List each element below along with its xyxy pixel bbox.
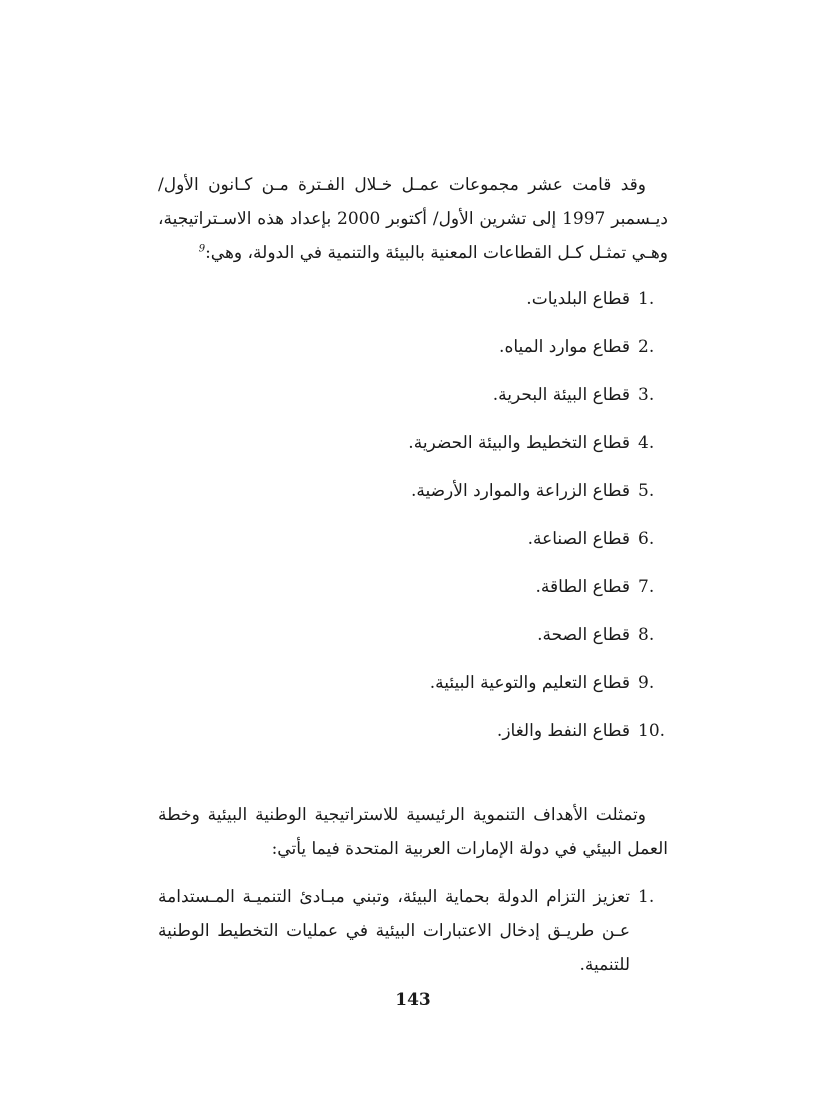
list-item-number: 2. xyxy=(638,337,655,357)
list-item-text: قطاع الصناعة. xyxy=(527,529,630,549)
list-item xyxy=(158,666,668,714)
list-item xyxy=(158,378,668,426)
list-item-text: قطاع التعليم والتوعية البيئية. xyxy=(429,673,630,693)
list-item-text: قطاع الصحة. xyxy=(537,625,630,645)
sector-list xyxy=(158,282,668,762)
list-item-number: 9. xyxy=(638,673,655,693)
list-item xyxy=(158,522,668,570)
list-item xyxy=(158,426,668,474)
list-item-number: 6. xyxy=(638,529,655,549)
list-item-text: قطاع البلديات. xyxy=(526,289,630,309)
list-item-text: قطاع الطاقة. xyxy=(535,577,630,597)
list-item-number: 4. xyxy=(638,433,655,453)
list-item xyxy=(158,714,668,762)
list-item-number: 5. xyxy=(638,481,655,501)
list-item-text: قطاع البيئة البحرية. xyxy=(492,385,630,405)
list-item-number: 1. xyxy=(638,887,655,907)
list-item xyxy=(158,880,668,982)
page-body xyxy=(158,168,668,982)
goals-list xyxy=(158,880,668,982)
list-item xyxy=(158,474,668,522)
list-item-number: 8. xyxy=(638,625,655,645)
list-item xyxy=(158,570,668,618)
list-item-number: 3. xyxy=(638,385,655,405)
list-item-number: 1. xyxy=(638,289,655,309)
list-item-text: قطاع الزراعة والموارد الأرضية. xyxy=(410,481,630,501)
intro-paragraph xyxy=(158,168,668,270)
goals-intro-paragraph: وتمثلت الأهداف التنموية الرئيسية للاستراتيجية الوطنية البيئية وخطة العمل البيئي في دولة الإمارات العربية المتحدة فيما يأتي: xyxy=(158,805,668,859)
list-item-text: قطاع النفط والغاز. xyxy=(496,721,630,741)
list-item-number: 7. xyxy=(638,577,655,597)
list-item-text: تعزيز التزام الدولة بحماية البيئة، وتبني مبـادئ التنميـة المـستدامة عـن طريـق إدخال الاعتبارات البيئية في عمليات التخطيط الوطنية للتنمية. xyxy=(158,887,630,975)
list-item xyxy=(158,618,668,666)
page-number: 143 xyxy=(395,990,431,1010)
footnote-marker[interactable]: 9 xyxy=(198,243,206,255)
list-item xyxy=(158,330,668,378)
list-item-number: 10. xyxy=(638,721,666,741)
list-item xyxy=(158,282,668,330)
list-item-text: قطاع موارد المياه. xyxy=(499,337,630,357)
intro-text: وقد قامت عشر مجموعات عمـل خـلال الفـترة مـن كـانون الأول/ ديـسمبر 1997 إلى تشرين الأول/ أكتوبر 2000 بإعداد هذه الاسـتراتيجية، وهـي تمثـل كـل القطاعات المعنية بالبيئة والتنمية في الدولة، وهي: xyxy=(158,175,668,263)
list-item-text: قطاع التخطيط والبيئة الحضرية. xyxy=(408,433,630,453)
